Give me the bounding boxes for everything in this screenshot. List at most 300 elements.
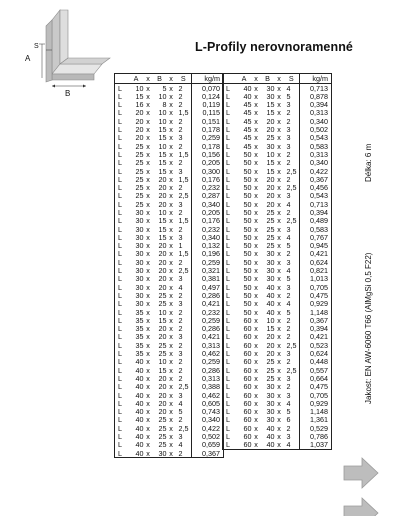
row-symbol: L [118, 208, 122, 217]
row-x: x [146, 191, 150, 201]
row-kgm: 0,421 [300, 333, 332, 341]
row-a: 30 [135, 208, 144, 217]
row-x: x [277, 191, 281, 201]
row-symbol: L [226, 92, 230, 101]
row-x: x [169, 357, 173, 367]
row-b: 10 [158, 92, 167, 101]
row-symbol: L [226, 266, 230, 275]
row-x: x [169, 166, 173, 176]
row-x: x [169, 133, 173, 143]
table-row [223, 250, 332, 258]
row-x: x [277, 374, 281, 383]
table-row [115, 308, 224, 316]
table-row [223, 291, 332, 299]
row-a: 60 [243, 415, 252, 425]
row-symbol: L [226, 407, 230, 416]
table-row [115, 258, 224, 266]
row-kgm: 0,313 [300, 109, 332, 117]
row-kgm: 0,529 [300, 424, 332, 432]
row-symbol: L [226, 308, 230, 317]
row-x: x [169, 390, 173, 400]
table-row [223, 358, 332, 366]
row-kgm: 0,124 [192, 92, 224, 100]
row-kgm: 0,624 [300, 258, 332, 266]
row-s: 4 [286, 299, 291, 309]
row-x: x [169, 258, 173, 267]
row-b: 25 [158, 291, 167, 300]
row-symbol: L [226, 108, 230, 118]
row-x: x [277, 142, 281, 151]
row-s: 3 [286, 349, 291, 358]
row-x: x [277, 432, 281, 441]
table-row [223, 192, 332, 200]
row-b: 20 [158, 183, 167, 192]
row-s: 2 [178, 357, 183, 367]
row-x: x [277, 390, 281, 400]
row-a: 40 [135, 415, 144, 425]
row-x: x [146, 274, 150, 284]
row-symbol: L [226, 125, 230, 134]
row-b: 15 [266, 108, 275, 118]
row-b: 40 [266, 291, 275, 300]
row-x: x [146, 249, 150, 259]
table-row [115, 242, 224, 250]
table-row [115, 416, 224, 424]
row-b: 30 [266, 266, 275, 275]
row-x: x [254, 108, 258, 118]
row-a: 45 [243, 108, 252, 118]
row-a: 40 [135, 432, 144, 441]
row-kgm: 0,367 [300, 175, 332, 183]
row-s: 3 [178, 432, 183, 441]
row-symbol: L [118, 108, 122, 118]
row-s: 5 [286, 274, 291, 284]
row-a: 35 [135, 324, 144, 333]
row-s: 2 [178, 92, 183, 101]
table-row [223, 424, 332, 432]
row-b: 30 [266, 382, 275, 391]
row-a: 40 [135, 399, 144, 408]
row-a: 25 [135, 142, 144, 151]
row-a: 30 [135, 274, 144, 284]
row-b: 25 [266, 233, 275, 242]
row-symbol: L [118, 341, 122, 350]
row-x: x [277, 175, 281, 184]
row-b: 20 [266, 200, 275, 209]
row-symbol: L [226, 432, 230, 441]
row-x: x [254, 341, 258, 350]
row-a: 25 [135, 158, 144, 167]
row-s: 1 [178, 241, 183, 250]
row-kgm: 0,119 [192, 101, 224, 109]
row-s: 2 [178, 324, 183, 333]
row-symbol: L [226, 316, 230, 325]
table-row [115, 217, 224, 225]
row-symbol: L [118, 382, 122, 391]
row-a: 20 [135, 133, 144, 143]
row-b: 25 [266, 366, 275, 375]
row-symbol: L [118, 266, 122, 275]
row-a: 50 [243, 299, 252, 309]
table-row [223, 125, 332, 133]
row-s: 4 [286, 83, 291, 93]
row-b: 20 [158, 324, 167, 333]
row-kgm: 0,205 [192, 159, 224, 167]
header-s: S [284, 74, 300, 84]
row-x: x [169, 324, 173, 333]
row-x: x [146, 92, 150, 101]
table-row [223, 383, 332, 391]
row-b: 40 [266, 440, 275, 450]
row-kgm: 0,313 [192, 341, 224, 349]
row-a: 25 [135, 166, 144, 176]
row-s: 2 [178, 449, 183, 458]
row-s: 3 [178, 390, 183, 400]
row-x: x [254, 125, 258, 134]
row-a: 60 [243, 324, 252, 333]
row-x: x [146, 399, 150, 408]
row-x: x [277, 100, 281, 109]
row-a: 25 [135, 200, 144, 209]
row-kgm: 0,543 [300, 134, 332, 142]
row-kgm: 0,132 [192, 242, 224, 250]
table-row [223, 101, 332, 109]
header-symbol [115, 74, 129, 84]
table-row [115, 399, 224, 407]
row-x: x [169, 399, 173, 408]
row-b: 20 [158, 399, 167, 408]
row-kgm: 0,422 [192, 424, 224, 432]
row-x: x [146, 225, 150, 234]
row-b: 20 [158, 258, 167, 267]
row-x: x [169, 316, 173, 325]
row-x: x [146, 266, 150, 275]
length-note: Délka: 6 m [364, 143, 373, 182]
row-kgm: 0,178 [192, 142, 224, 150]
row-kgm: 0,422 [300, 167, 332, 175]
header-symbol [223, 74, 237, 84]
table-row [223, 341, 332, 349]
row-symbol: L [226, 299, 230, 309]
row-b: 15 [158, 150, 167, 159]
table-row [115, 134, 224, 142]
row-s: 2,5 [178, 382, 189, 391]
row-x: x [254, 324, 258, 333]
row-b: 20 [158, 241, 167, 250]
row-symbol: L [118, 349, 122, 358]
row-s: 2,5 [286, 341, 297, 350]
row-symbol: L [226, 440, 230, 450]
row-x: x [146, 357, 150, 367]
row-b: 40 [266, 432, 275, 441]
row-a: 50 [243, 266, 252, 275]
row-x: x [146, 332, 150, 342]
row-x: x [254, 399, 258, 408]
row-x: x [146, 175, 150, 184]
row-kgm: 0,929 [300, 300, 332, 308]
row-kgm: 0,767 [300, 233, 332, 241]
row-a: 30 [135, 266, 144, 275]
row-x: x [277, 316, 281, 325]
row-symbol: L [226, 382, 230, 391]
row-kgm: 0,421 [192, 300, 224, 308]
row-s: 2 [178, 117, 183, 126]
row-a: 50 [243, 274, 252, 284]
row-x: x [146, 125, 150, 134]
row-s: 3 [178, 332, 183, 342]
row-s: 3 [286, 283, 291, 292]
row-kgm: 0,659 [192, 441, 224, 449]
table-row [223, 117, 332, 125]
row-x: x [169, 216, 173, 226]
row-s: 2,5 [178, 191, 189, 201]
table-row [115, 424, 224, 432]
row-symbol: L [226, 83, 230, 93]
header-s: S [176, 74, 192, 84]
row-b: 15 [266, 166, 275, 176]
row-x: x [146, 283, 150, 292]
row-symbol: L [118, 200, 122, 209]
row-kgm: 0,786 [300, 432, 332, 440]
row-kgm: 0,705 [300, 391, 332, 399]
row-s: 3 [286, 390, 291, 400]
row-b: 20 [266, 125, 275, 134]
row-symbol: L [118, 390, 122, 400]
row-a: 35 [135, 332, 144, 342]
row-a: 60 [243, 316, 252, 325]
row-x: x [254, 332, 258, 342]
table-row [223, 267, 332, 275]
row-x: x [254, 249, 258, 259]
row-kgm: 0,743 [192, 408, 224, 416]
row-s: 2 [286, 208, 291, 217]
table-row [223, 441, 332, 450]
row-b: 25 [158, 349, 167, 358]
row-x: x [254, 316, 258, 325]
row-x: x [146, 258, 150, 267]
row-x: x [146, 424, 150, 433]
row-kgm: 0,232 [192, 225, 224, 233]
row-x: x [169, 83, 173, 93]
table-row [115, 159, 224, 167]
table-row [223, 374, 332, 382]
row-b: 25 [158, 341, 167, 350]
row-x: x [169, 191, 173, 201]
row-b: 25 [266, 374, 275, 383]
row-symbol: L [226, 357, 230, 367]
row-x: x [277, 283, 281, 292]
row-symbol: L [118, 142, 122, 151]
row-symbol: L [118, 324, 122, 333]
row-b: 25 [158, 440, 167, 450]
row-x: x [277, 341, 281, 350]
row-b: 25 [266, 133, 275, 143]
next-arrow-icon[interactable] [342, 496, 380, 516]
row-x: x [277, 308, 281, 317]
row-symbol: L [226, 424, 230, 433]
row-b: 15 [266, 158, 275, 167]
row-kgm: 0,115 [192, 109, 224, 117]
row-s: 5 [286, 241, 291, 250]
row-kgm: 0,232 [192, 184, 224, 192]
row-symbol: L [226, 158, 230, 167]
row-s: 2 [178, 158, 183, 167]
row-kgm: 0,367 [192, 449, 224, 458]
row-b: 20 [158, 407, 167, 416]
table-row [115, 383, 224, 391]
row-symbol: L [118, 117, 122, 126]
row-b: 20 [158, 283, 167, 292]
row-b: 15 [266, 100, 275, 109]
row-x: x [277, 382, 281, 391]
table-row [223, 134, 332, 142]
header-x: x [252, 74, 261, 84]
row-s: 3 [286, 258, 291, 267]
row-b: 20 [266, 175, 275, 184]
row-s: 4 [286, 399, 291, 408]
row-x: x [146, 150, 150, 159]
row-symbol: L [118, 366, 122, 375]
dimension-s-label: S [34, 43, 39, 50]
row-b: 30 [266, 399, 275, 408]
row-a: 30 [135, 225, 144, 234]
table-row [115, 109, 224, 117]
row-b: 15 [158, 125, 167, 134]
table-row [223, 84, 332, 93]
row-s: 3 [178, 299, 183, 309]
row-symbol: L [118, 216, 122, 226]
row-x: x [169, 108, 173, 118]
row-a: 30 [135, 241, 144, 250]
row-x: x [169, 332, 173, 342]
row-b: 20 [158, 191, 167, 201]
row-x: x [254, 208, 258, 217]
table-row [115, 291, 224, 299]
row-b: 25 [266, 216, 275, 226]
row-symbol: L [118, 225, 122, 234]
row-x: x [254, 432, 258, 441]
row-kgm: 0,367 [300, 316, 332, 324]
row-s: 2 [286, 158, 291, 167]
row-a: 50 [243, 191, 252, 201]
row-s: 4 [178, 440, 183, 450]
row-kgm: 0,313 [300, 150, 332, 158]
row-kgm: 0,462 [192, 350, 224, 358]
row-symbol: L [118, 249, 122, 259]
row-kgm: 0,456 [300, 184, 332, 192]
row-symbol: L [118, 274, 122, 284]
table-row [115, 316, 224, 324]
row-s: 2 [178, 225, 183, 234]
row-x: x [277, 249, 281, 259]
row-x: x [254, 92, 258, 101]
row-a: 30 [135, 258, 144, 267]
row-a: 60 [243, 407, 252, 416]
row-x: x [169, 341, 173, 350]
row-kgm: 0,705 [300, 283, 332, 291]
row-a: 50 [243, 200, 252, 209]
row-x: x [254, 166, 258, 176]
row-kgm: 0,286 [192, 325, 224, 333]
table-row [115, 208, 224, 216]
row-symbol: L [118, 424, 122, 433]
row-s: 2 [178, 142, 183, 151]
row-a: 60 [243, 382, 252, 391]
row-a: 35 [135, 341, 144, 350]
row-b: 10 [266, 316, 275, 325]
row-x: x [254, 83, 258, 93]
row-kgm: 0,502 [300, 125, 332, 133]
row-x: x [277, 424, 281, 433]
row-s: 2 [178, 208, 183, 217]
row-b: 40 [266, 424, 275, 433]
row-a: 60 [243, 349, 252, 358]
row-s: 4 [286, 440, 291, 450]
row-symbol: L [226, 216, 230, 226]
next-arrow-icon[interactable] [342, 456, 380, 490]
row-b: 20 [266, 191, 275, 201]
row-s: 2 [286, 108, 291, 118]
row-symbol: L [118, 92, 122, 101]
row-x: x [146, 158, 150, 167]
row-a: 60 [243, 424, 252, 433]
row-a: 60 [243, 366, 252, 375]
row-s: 3 [178, 133, 183, 143]
row-s: 2 [286, 175, 291, 184]
row-x: x [169, 158, 173, 167]
row-symbol: L [118, 191, 122, 201]
material-quality-note: Jakost: EN AW-6060 T66 (AlMgSi 0,5 F22) [364, 252, 373, 404]
row-kgm: 0,394 [300, 325, 332, 333]
row-kgm: 0,381 [192, 275, 224, 283]
row-s: 2,5 [178, 424, 189, 433]
row-x: x [169, 432, 173, 441]
row-kgm: 0,523 [300, 341, 332, 349]
row-b: 30 [266, 83, 275, 93]
row-s: 2,5 [286, 166, 297, 176]
row-b: 25 [158, 424, 167, 433]
row-symbol: L [226, 233, 230, 242]
row-x: x [169, 233, 173, 242]
row-x: x [277, 108, 281, 118]
row-x: x [146, 133, 150, 143]
row-b: 10 [158, 108, 167, 118]
row-s: 1,5 [178, 150, 189, 159]
row-kgm: 0,583 [300, 142, 332, 150]
row-s: 3 [178, 166, 183, 176]
table-row [223, 308, 332, 316]
row-x: x [277, 332, 281, 342]
row-s: 4 [286, 233, 291, 242]
row-b: 15 [158, 166, 167, 176]
row-s: 4 [178, 283, 183, 292]
row-x: x [254, 374, 258, 383]
row-x: x [169, 100, 173, 109]
row-x: x [254, 233, 258, 242]
row-a: 50 [243, 183, 252, 192]
row-x: x [146, 308, 150, 317]
row-x: x [169, 440, 173, 450]
row-b: 25 [158, 415, 167, 425]
row-x: x [169, 274, 173, 284]
row-s: 2 [286, 291, 291, 300]
table-row [115, 84, 224, 93]
row-symbol: L [226, 117, 230, 126]
row-kgm: 0,878 [300, 92, 332, 100]
row-symbol: L [226, 142, 230, 151]
row-x: x [254, 274, 258, 284]
table-row [223, 159, 332, 167]
